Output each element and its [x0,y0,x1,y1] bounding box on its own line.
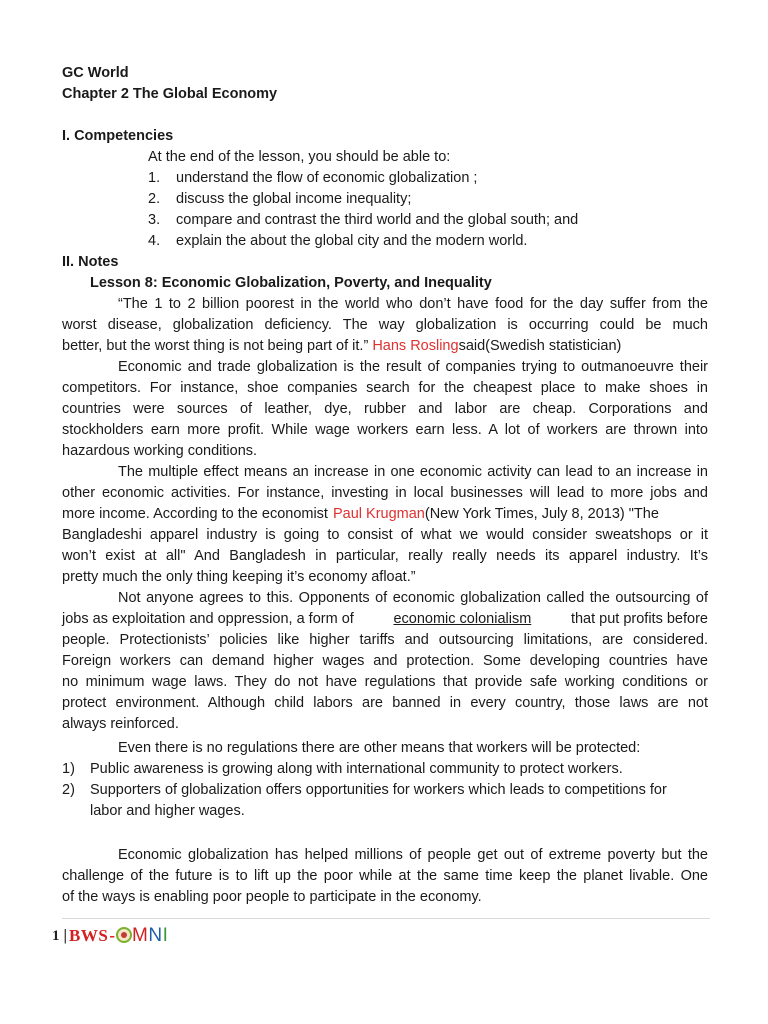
competency-item [148,189,411,210]
competency-text: discuss the global income inequality; [176,191,412,207]
protection-item-continuation: labor and higher wages. [90,803,245,819]
paragraph-line: other economic activities. For instance, investing in local businesses will lead to more jobs and [62,485,708,501]
competency-item [148,231,527,252]
paragraph-line: Economic globalization has helped millions of people get out of extreme poverty but the [118,847,708,863]
citation-text: (New York Times, July 8, 2013) "The [424,506,659,522]
paragraph-line: stockholders earn more profit. While wage workers earn less. A lot of workers are thrown into [62,422,708,438]
paul-krugman-link[interactable]: Paul Krugman [332,506,425,522]
competency-number: 4. [148,233,161,249]
krugman-lead-text: more income. According to the economist [62,506,328,522]
paragraph-line: pretty much the only thing keeping it’s economy afloat.” [62,569,416,585]
competency-number: 3. [148,212,161,228]
competency-item [148,168,477,189]
paragraph-line: people. Protectionists’ policies like higher tariffs and outsourcing limitations, are considered. [62,632,708,648]
paragraph-line-colonialism [62,609,708,630]
page-number: 1 [52,927,60,944]
paragraph-line: challenge of the future is to lift up the poor while at the same time keep the planet livable. One [62,868,708,884]
competency-number: 2. [148,191,161,207]
competencies-intro: At the end of the lesson, you should be able to: [148,149,451,165]
competency-item [148,210,578,231]
footer-separator: | [63,927,68,944]
paragraph-line-quote-source [62,336,621,357]
notes-heading: II. Notes [62,254,119,270]
colonialism-lead-text: jobs as exploitation and oppression, a form of [62,611,354,627]
brand-bws: BWS [69,926,109,945]
paragraph-line: won’t exist at all" And Bangladesh in particular, really really needs its apparel industry. It’s [62,548,708,564]
protection-item [62,780,667,801]
competency-text: understand the flow of economic globalization ; [176,170,478,186]
footer-divider [62,918,710,919]
protection-item [62,759,623,780]
school-seal-icon [116,927,132,943]
paragraph-line-krugman [62,504,708,525]
paragraph-line: Bangladeshi apparel industry is going to consist of what we would consider sweatshops or it [62,527,708,543]
colonialism-tail-text: that put profits before [570,611,708,627]
course-title-line: GC World [62,65,129,81]
competency-text: compare and contrast the third world and the global south; and [176,212,579,228]
quote-end-text: better, but the worst thing is not being part of it.” [62,338,369,354]
chapter-title: Chapter 2 The Global Economy [62,86,278,102]
lesson-title: Lesson 8: Economic Globalization, Poverty, and Inequality [90,275,492,291]
protection-text: Public awareness is growing along with international community to protect workers. [90,761,623,777]
brand-letter-i: I [162,925,169,946]
competency-text: explain the about the global city and the modern world. [176,233,528,249]
hans-rosling-link[interactable]: Hans Rosling [372,338,459,354]
paragraph-line: competitors. For instance, shoe companies search for the cheapest place to make shoes in [62,380,708,396]
paragraph-line: always reinforced. [62,716,179,732]
paragraph-line: Economic and trade globalization is the result of companies trying to outmanoeuvre their [118,359,708,375]
protection-intro: Even there is no regulations there are other means that workers will be protected: [118,740,641,756]
protection-number: 1) [62,761,75,777]
paragraph-line: no minimum wage laws. They do not have regulations that provide safe working conditions or [62,674,708,690]
protection-number: 2) [62,782,75,798]
brand-letter-n: N [148,925,163,946]
economic-colonialism-term: economic colonialism [393,611,532,627]
brand-omni-logo [116,925,168,947]
page-footer [52,923,168,949]
paragraph-line: of the ways is enabling poor people to participate in the economy. [62,889,482,905]
paragraph-line: worst disease, globalization deficiency. The way globalization is occurring could be much [62,317,708,333]
brand-letter-m: M [132,925,149,946]
paragraph-line: protect environment. Although child labors are banned in every country, those laws are not [62,695,708,711]
competency-number: 1. [148,170,161,186]
paragraph-line: “The 1 to 2 billion poorest in the world who don’t have food for the day suffer from the [118,296,708,312]
paragraph-line: Foreign workers can demand higher wages and protection. Some developing countries have [62,653,708,669]
paragraph-line: Not anyone agrees to this. Opponents of economic globalization called the outsourcing of [118,590,708,606]
competencies-heading: I. Competencies [62,128,174,144]
paragraph-line: countries were sources of leather, dye, rubber and labor are cheap. Corporations and [62,401,708,417]
protection-text: Supporters of globalization offers opportunities for workers which leads to competitions for [90,782,667,798]
paragraph-line: The multiple effect means an increase in one economic activity can lead to an increase in [118,464,708,480]
brand-dash: - [109,926,115,945]
paragraph-line: hazardous working conditions. [62,443,258,459]
attribution-text: said(Swedish statistician) [458,338,622,354]
